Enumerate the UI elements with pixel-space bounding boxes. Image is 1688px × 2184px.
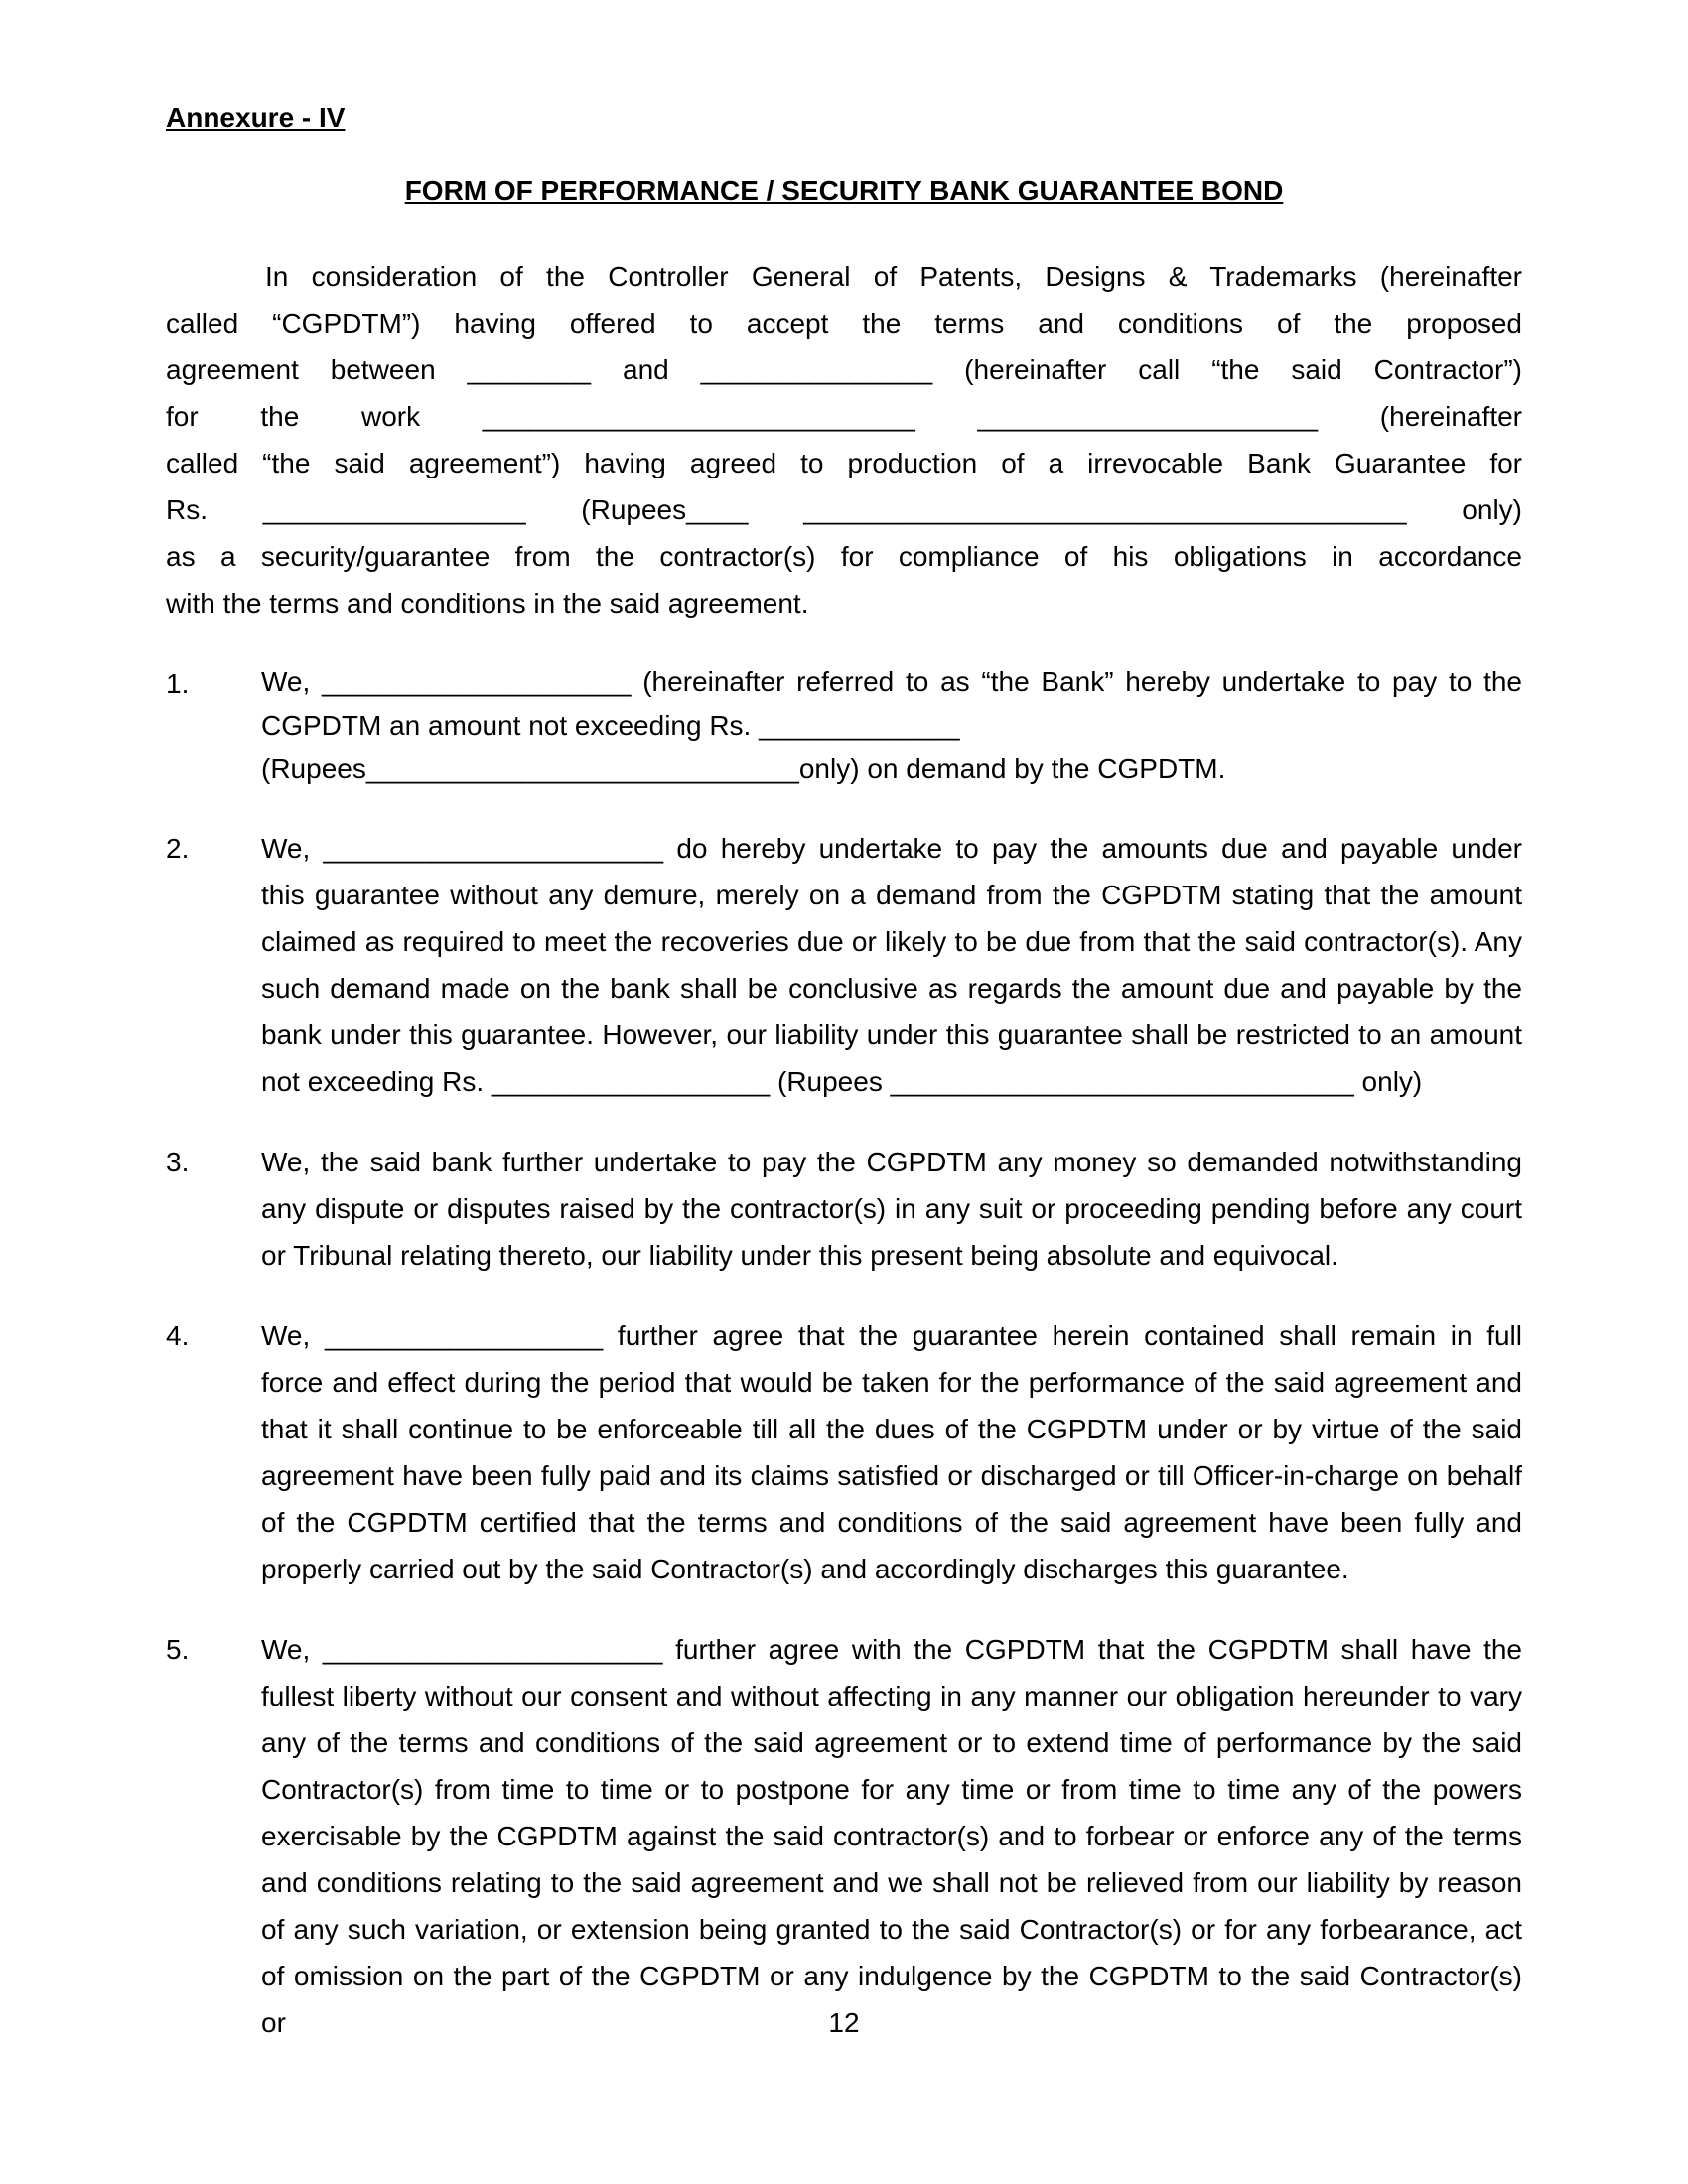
clause-3-number: 3.	[166, 1147, 190, 1177]
text-line: force and effect during the period that would be taken for the performance of the said agreement and	[261, 1367, 1522, 1398]
text-line: that it shall continue to be enforceable till all the dues of the CGPDTM under or by virtue of the said	[261, 1414, 1522, 1444]
text-line: claimed as required to meet the recoveries due or likely to be due from that the said contractor(s). Any	[261, 926, 1522, 957]
document-title-text: FORM OF PERFORMANCE / SECURITY BANK GUARANTEE BOND	[404, 175, 1284, 205]
intro-paragraph	[166, 253, 1522, 626]
text-line: agreement have been fully paid and its claims satisfied or discharged or till Officer-in-charge on behalf	[261, 1460, 1522, 1491]
text-line: We, ______________________ further agree with the CGPDTM that the CGPDTM shall have the	[261, 1634, 1522, 1665]
page-number: 12	[828, 2007, 860, 2038]
text-line: such demand made on the bank shall be conclusive as regards the amount due and payable by the	[261, 973, 1522, 1004]
text-line: Contractor(s) from time to time or to postpone for any time or from time to time any of the powers	[261, 1774, 1522, 1805]
text-line: with the terms and conditions in the said agreement.	[166, 588, 809, 618]
clause-2	[166, 825, 1522, 1105]
clause-1-body	[261, 660, 1522, 791]
clause-5-body	[261, 1626, 1522, 2046]
text-line: In consideration of the Controller General of Patents, Designs & Trademarks (hereinafter	[265, 261, 1522, 292]
clause-4-number: 4.	[166, 1320, 190, 1351]
text-line: agreement between ________ and _______________ (hereinafter call “the said Contractor”)	[166, 354, 1522, 385]
text-line: (Rupees____________________________only) on demand by the CGPDTM.	[261, 753, 1226, 784]
clause-3	[166, 1139, 1522, 1279]
text-line: exercisable by the CGPDTM against the said contractor(s) and to forbear or enforce any of the terms	[261, 1821, 1522, 1851]
text-line: fullest liberty without our consent and without affecting in any manner our obligation hereunder to vary	[261, 1681, 1522, 1711]
text-line: of any such variation, or extension being granted to the said Contractor(s) or for any forbearance, act	[261, 1914, 1522, 1945]
text-line: We, the said bank further undertake to pay the CGPDTM any money so demanded notwithstanding	[261, 1147, 1522, 1177]
document-title	[166, 167, 1522, 213]
clause-2-body	[261, 825, 1522, 1105]
clause-5-number: 5.	[166, 1634, 190, 1665]
clause-4	[166, 1312, 1522, 1592]
text-line: as a security/guarantee from the contractor(s) for compliance of his obligations in accordance	[166, 541, 1522, 572]
text-line: bank under this guarantee. However, our liability under this guarantee shall be restricted to an amount	[261, 1020, 1522, 1050]
text-line: of the CGPDTM certified that the terms and conditions of the said agreement have been fully and	[261, 1507, 1522, 1538]
text-line: any dispute or disputes raised by the contractor(s) in any suit or proceeding pending before any court	[261, 1193, 1522, 1224]
text-line: this guarantee without any demure, merely on a demand from the CGPDTM stating that the amount	[261, 880, 1522, 910]
clause-5	[166, 1626, 1522, 2046]
text-line: properly carried out by the said Contractor(s) and accordingly discharges this guarantee.	[261, 1554, 1349, 1584]
text-line: any of the terms and conditions of the said agreement or to extend time of performance by the said	[261, 1727, 1522, 1758]
text-line: We, __________________ further agree that the guarantee herein contained shall remain in full	[261, 1320, 1522, 1351]
text-line: Rs. _________________ (Rupees____ _______________________________________ only)	[166, 494, 1522, 525]
clause-4-body	[261, 1312, 1522, 1592]
annexure-heading: Annexure - IV	[166, 102, 346, 133]
clause-1-number: 1.	[166, 668, 190, 699]
clause-3-body	[261, 1139, 1522, 1279]
text-line: We, ____________________ (hereinafter referred to as “the Bank” hereby undertake to pay to the	[261, 666, 1522, 697]
text-line: and conditions relating to the said agreement and we shall not be relieved from our liability by reason	[261, 1867, 1522, 1898]
text-line: CGPDTM an amount not exceeding Rs. _____________	[261, 710, 960, 741]
text-line: We, ______________________ do hereby undertake to pay the amounts due and payable under	[261, 833, 1522, 864]
text-line: or Tribunal relating thereto, our liability under this present being absolute and equivocal.	[261, 1240, 1338, 1271]
text-line: for the work ____________________________ ______________________ (hereinafter	[166, 401, 1522, 432]
text-line: called “the said agreement”) having agreed to production of a irrevocable Bank Guarantee for	[166, 448, 1522, 478]
clause-1	[166, 660, 1522, 791]
text-line: called “CGPDTM”) having offered to accept the terms and conditions of the proposed	[166, 308, 1522, 339]
text-line: not exceeding Rs. __________________ (Rupees ______________________________ only)	[261, 1066, 1423, 1097]
text-line: of omission on the part of the CGPDTM or any indulgence by the CGPDTM to the said Contractor(s) or	[261, 1961, 1522, 2038]
clause-2-number: 2.	[166, 833, 190, 864]
